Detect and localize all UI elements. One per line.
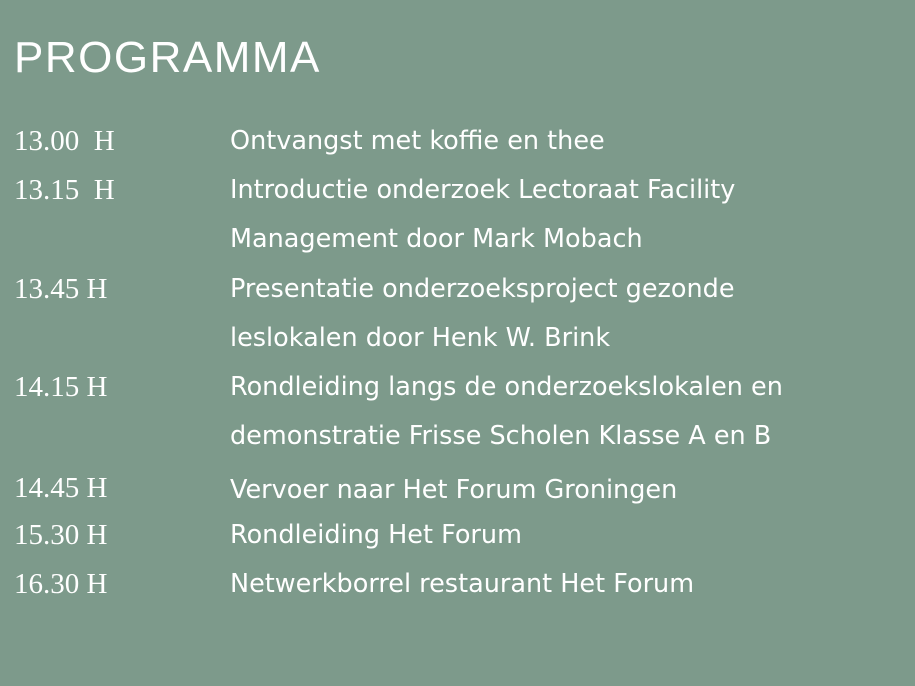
program-description xyxy=(230,265,910,363)
program-description-line: Presentatie onderzoeksproject gezonde xyxy=(230,274,735,304)
program-description xyxy=(230,466,910,515)
program-time: 14.45 H xyxy=(14,472,108,504)
program-description-line: Rondleiding langs de onderzoekslokalen en xyxy=(230,372,783,402)
program-description-line: Vervoer naar Het Forum Groningen xyxy=(230,475,678,505)
program-description-line: Rondleiding Het Forum xyxy=(230,520,522,550)
program-description xyxy=(230,511,910,560)
program-time: 13.45 H xyxy=(14,273,108,305)
program-time: 15.30 H xyxy=(14,519,108,551)
program-description xyxy=(230,363,910,461)
program-time: 13.15 H xyxy=(14,174,115,206)
program-description xyxy=(230,166,910,264)
program-time: 16.30 H xyxy=(14,568,108,600)
program-description-line: demonstratie Frisse Scholen Klasse A en B xyxy=(230,421,772,451)
program-description-line: Netwerkborrel restaurant Het Forum xyxy=(230,569,695,599)
program-description-line: Ontvangst met koffie en thee xyxy=(230,126,605,156)
program-description-line: leslokalen door Henk W. Brink xyxy=(230,323,611,353)
page-title: PROGRAMMA xyxy=(14,33,321,82)
program-description-line: Management door Mark Mobach xyxy=(230,224,643,254)
program-time: 13.00 H xyxy=(14,125,115,157)
program-time: 14.15 H xyxy=(14,371,108,403)
program-description-line: Introductie onderzoek Lectoraat Facility xyxy=(230,175,736,205)
program-description xyxy=(230,117,910,166)
program-description xyxy=(230,560,910,609)
